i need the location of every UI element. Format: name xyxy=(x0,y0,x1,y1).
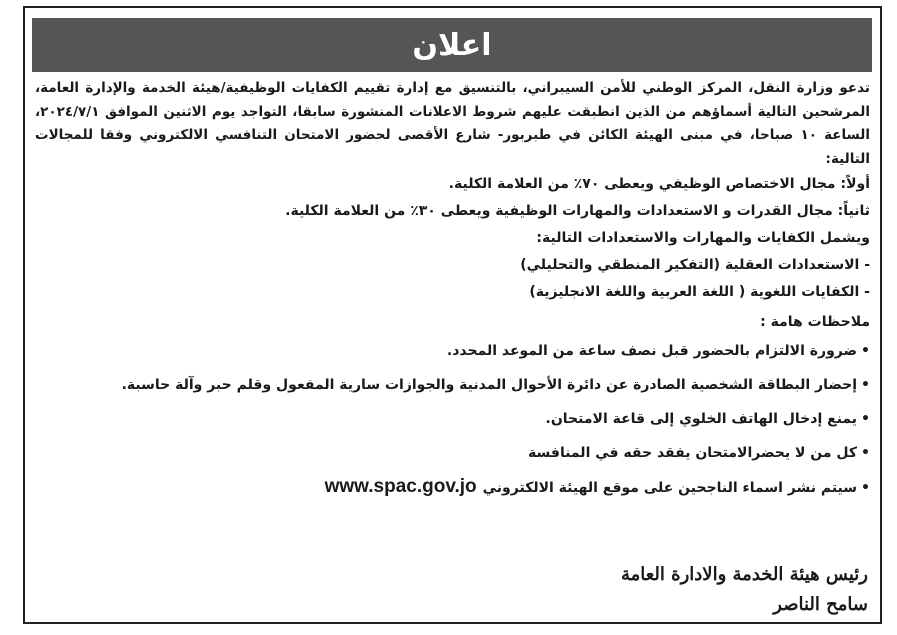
list-item xyxy=(35,402,870,436)
bullet-icon: • xyxy=(861,480,870,496)
note-text: كل من لا يحضرالامتحان يفقد حقه في المنافسة xyxy=(528,445,858,461)
bullet-icon: • xyxy=(861,445,870,461)
notes-title: ملاحظات هامة : xyxy=(760,314,870,330)
signature-name: سامح الناصر xyxy=(773,594,868,615)
bullet-icon: • xyxy=(861,343,870,359)
announcement-frame xyxy=(23,6,882,624)
signature-block xyxy=(621,560,868,620)
announcement-title: اعلان xyxy=(412,27,492,63)
list-item xyxy=(35,436,870,470)
note-text: سيتم نشر اسماء الناجحين على موقع الهيئة الالكتروني xyxy=(482,480,858,496)
note-text: إحضار البطاقة الشخصية الصادرة عن دائرة الأحوال المدنية والجوازات سارية المفعول وقلم حبر وآلة حاسبة. xyxy=(121,377,858,393)
first-field-line: أولاً: مجال الاختصاص الوظيفي ويعطى ٧٠٪ من العلامة الكلية. xyxy=(448,176,870,192)
list-item xyxy=(35,368,870,402)
note-text: ضرورة الالتزام بالحضور قبل نصف ساعة من الموعد المحدد. xyxy=(446,343,858,359)
website-link[interactable]: www.spac.gov.jo xyxy=(324,476,477,497)
signature-title: رئيس هيئة الخدمة والادارة العامة xyxy=(620,564,868,585)
sub-item-language: - الكفايات اللغوية ( اللغة العربية واللغة الانجليزية) xyxy=(529,284,870,300)
second-field-line: ثانياً: مجال القدرات و الاستعدادات والمهارات الوظيفية ويعطى ٣٠٪ من العلامة الكلية. xyxy=(285,203,870,219)
bullet-icon: • xyxy=(861,411,870,427)
announcement-header xyxy=(32,18,872,72)
includes-line: ويشمل الكفايات والمهارات والاستعدادات التالية: xyxy=(536,230,870,246)
list-item xyxy=(35,334,870,368)
bullet-icon: • xyxy=(861,377,870,393)
notes-list xyxy=(35,334,870,505)
sub-item-mental: - الاستعدادات العقلية (التفكير المنطقي والتحليلي) xyxy=(520,257,870,273)
intro-paragraph: تدعو وزارة النقل، المركز الوطني للأمن السيبراني، بالتنسيق مع إدارة تقييم الكفايات الوظيفية/هيئة الخدمة والإدارة العامة، المرشحين التالية أسماؤهم من الذين انطبقت عليهم شروط الاعلانات المنشورة سابقا، التواجد يوم الاثنين الموافق ٢٠٢٤/٧/١، الساعة ١٠ صباحا، في مبنى الهيئة الكائن في طبربور- شارع الأقصى لحضور الامتحان التنافسي الالكتروني وفقا للمجالات التالية: xyxy=(35,80,870,167)
note-text: يمنع إدخال الهاتف الخلوي إلى قاعة الامتحان. xyxy=(545,411,858,427)
announcement-body xyxy=(35,77,870,505)
list-item xyxy=(35,470,870,505)
